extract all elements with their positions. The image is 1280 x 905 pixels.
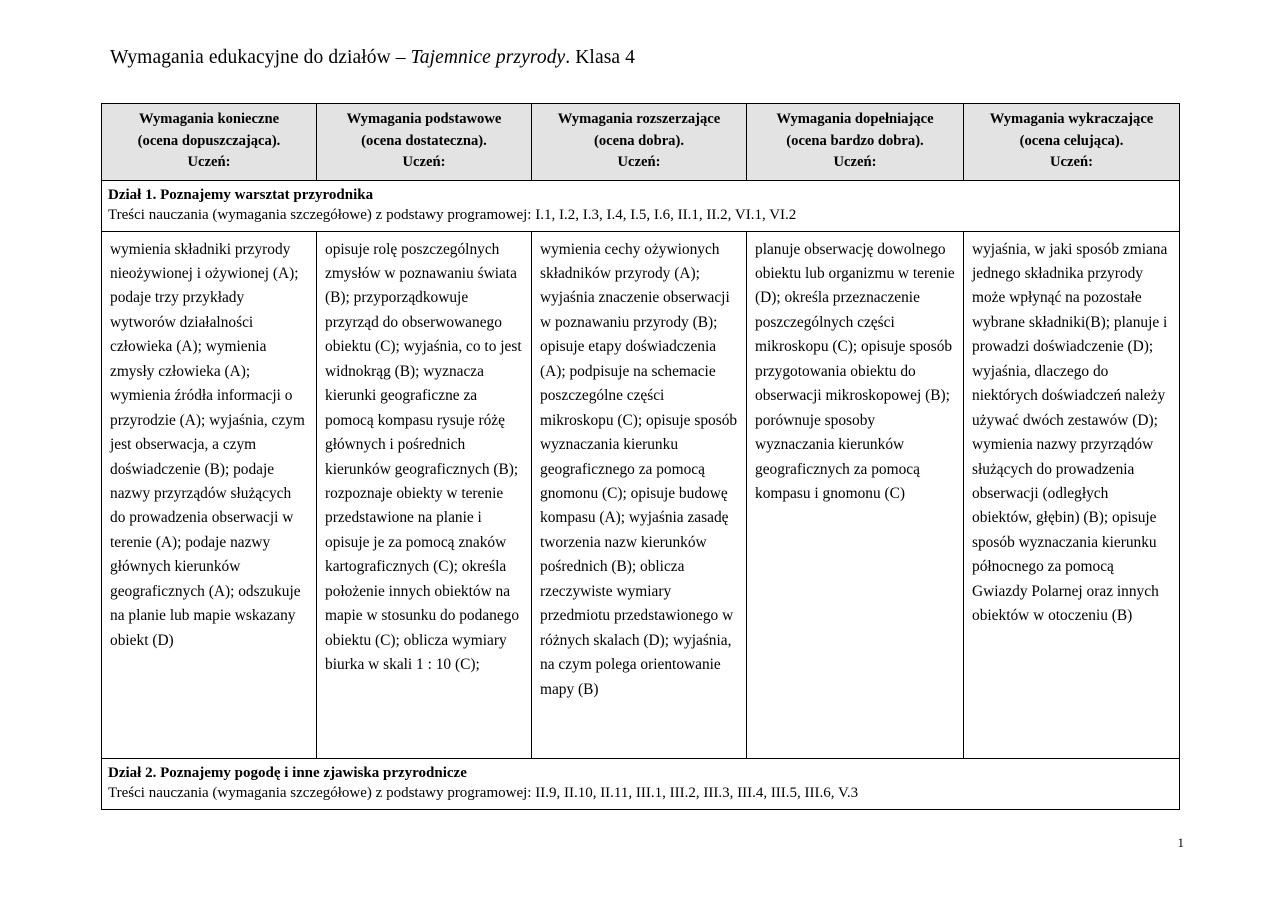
column-header-line-1: Wymagania wykraczające	[989, 111, 1154, 127]
requirements-table	[101, 103, 1180, 810]
column-header-line-3: Uczeń:	[187, 154, 231, 170]
page-title-suffix: . Klasa 4	[565, 47, 635, 68]
column-header-podstawowe	[317, 104, 532, 181]
requirement-text: wyjaśnia, w jaki sposób zmiana jednego składnika przyrody może wpłynąć na pozostałe wybrane składniki(B); planuje i prowadzi doświadczenie (D); wyjaśnia, dlaczego do niektórych doświadczeń należy używać dwóch zestawów (D); wymienia nazwy przyrządów służących do prowadzenia obserwacji (odległych obiektów, głębin) (B); opisuje sposób wyznaczania kierunku północnego za pomocą Gwiazdy Polarnej oraz innych obiektów w otoczeniu (B)	[972, 240, 1168, 625]
page-title-prefix: Wymagania edukacyjne do działów –	[110, 47, 411, 68]
table-header-row	[102, 104, 1180, 181]
column-header-line-3: Uczeń:	[402, 154, 446, 170]
requirement-cell-konieczne	[102, 231, 317, 758]
column-header-line-3: Uczeń:	[1050, 154, 1093, 170]
column-header-dopelniajace	[747, 104, 964, 181]
requirement-cell-podstawowe	[317, 231, 532, 758]
column-header-line-2: (ocena celująca).	[1019, 132, 1124, 149]
requirement-text: wymienia cechy ożywionych składników przyrody (A); wyjaśnia znaczenie obserwacji w poznawaniu przyrody (B); opisuje etapy doświadczenia (A); podpisuje na schemacie poszczególne części mikroskopu (C); opisuje sposób wyznaczania kierunku geograficznego za pomocą gnomonu (C); opisuje budowę kompasu (A); wyjaśnia zasadę tworzenia nazw kierunków pośrednich (B); oblicza rzeczywiste wymiary przedmiotu przedstawionego w różnych skalach (D); wyjaśnia, na czym polega orientowanie mapy (B)	[540, 240, 738, 698]
requirement-text: opisuje rolę poszczególnych zmysłów w poznawaniu świata (B); przyporządkowuje przyrząd do obserwowanego obiektu (C); wyjaśnia, co to jest widnokrąg (B); wyznacza kierunki geograficzne za pomocą kompasu rysuje różę głównych i pośrednich kierunków geograficznych (B); rozpoznaje obiekty w terenie przedstawione na planie i opisuje je za pomocą znaków kartograficznych (C); określa położenie innych obiektów na mapie w stosunku do podanego obiektu (C); oblicza wymiary biurka w skali 1 : 10 (C);	[325, 240, 522, 674]
column-header-line-2: (ocena bardzo dobra).	[786, 132, 924, 149]
column-header-wykraczajace	[964, 104, 1180, 181]
section-header-row-dzial-2	[102, 758, 1180, 809]
column-header-konieczne	[102, 104, 317, 181]
page-title-book-name: Tajemnice przyrody	[410, 47, 566, 68]
section-title: Dział 2. Poznajemy pogodę i inne zjawiska przyrodnicze	[108, 764, 467, 781]
column-header-line-2: (ocena dostateczna).	[361, 132, 487, 149]
column-header-line-1: Wymagania podstawowe	[346, 111, 502, 127]
column-header-line-3: Uczeń:	[833, 154, 877, 170]
page-title	[110, 47, 635, 69]
column-header-line-1: Wymagania konieczne	[138, 111, 280, 127]
section-banner	[102, 758, 1180, 809]
requirement-cell-wykraczajace	[964, 231, 1180, 758]
table-row	[102, 231, 1180, 758]
column-header-line-2: (ocena dobra).	[594, 132, 684, 149]
column-header-line-3: Uczeń:	[617, 154, 661, 170]
section-banner	[102, 180, 1180, 231]
column-header-line-1: Wymagania dopełniające	[776, 111, 934, 127]
requirement-text: planuje obserwację dowolnego obiektu lub organizmu w terenie (D); określa przeznaczenie poszczególnych części mikroskopu (C); opisuje sposób przygotowania obiektu do obserwacji mikroskopowej (B); porównuje sposoby wyznaczania kierunków geograficznych za pomocą kompasu i gnomonu (C)	[755, 240, 955, 503]
column-header-rozszerzajace	[532, 104, 747, 181]
page-number: 1	[1177, 835, 1184, 850]
requirement-text: wymienia składniki przyrody nieożywionej i ożywionej (A); podaje trzy przykłady wytworów działalności człowieka (A); wymienia zmysły człowieka (A); wymienia źródła informacji o przyrodzie (A); wyjaśnia, czym jest obserwacja, a czym doświadczenie (B); podaje nazwy przyrządów służących do prowadzenia obserwacji w terenie (A); podaje nazwy głównych kierunków geograficznych (A); odszukuje na planie lub mapie wskazany obiekt (D)	[110, 240, 305, 649]
column-header-line-1: Wymagania rozszerzające	[557, 111, 721, 127]
column-header-line-2: (ocena dopuszczająca).	[137, 132, 281, 149]
section-subtitle: Treści nauczania (wymagania szczegółowe) z podstawy programowej: I.1, I.2, I.3, I.4, I.5, I.6, II.1, II.2, VI.1, VI.2	[108, 206, 797, 223]
requirement-cell-dopelniajace	[747, 231, 964, 758]
section-subtitle: Treści nauczania (wymagania szczegółowe) z podstawy programowej: II.9, II.10, II.11, III.1, III.2, III.3, III.4, III.5, III.6, V.3	[108, 784, 859, 801]
section-title: Dział 1. Poznajemy warsztat przyrodnika	[108, 186, 374, 203]
section-header-row-dzial-1	[102, 180, 1180, 231]
requirement-cell-rozszerzajace	[532, 231, 747, 758]
